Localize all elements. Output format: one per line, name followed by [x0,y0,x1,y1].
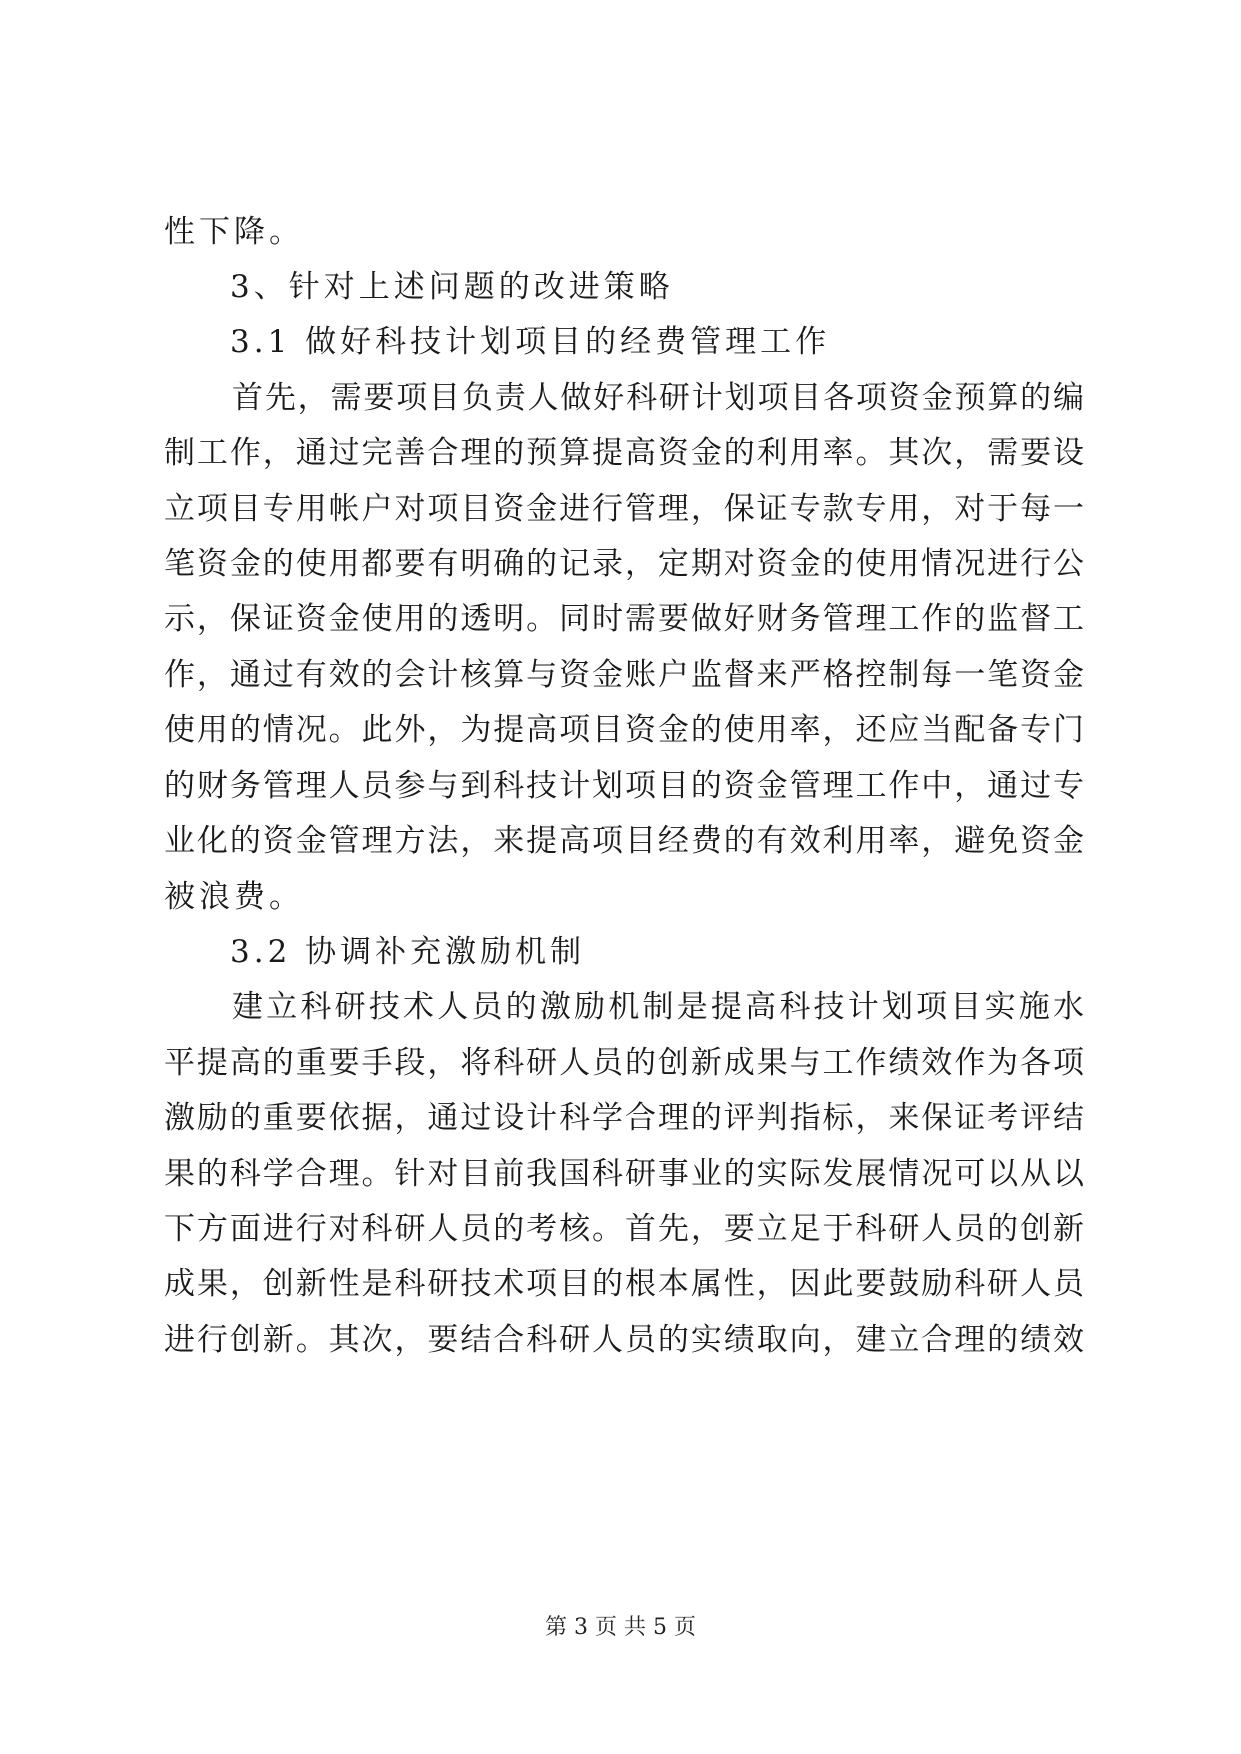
paragraph-line: 立项目专用帐户对项目资金进行管理，保证专款专用，对于每一 [164,491,1084,527]
paragraph-line: 进行创新。其次，要结合科研人员的实绩取向，建立合理的绩效 [164,1322,1084,1358]
paragraph-line: 果的科学合理。针对目前我国科研事业的实际发展情况可以从以 [164,1156,1084,1192]
subsection-heading: 3.1 做好科技计划项目的经费管理工作 [230,324,831,360]
paragraph-line: 首先，需要项目负责人做好科研计划项目各项资金预算的编 [232,380,1084,416]
paragraph-line: 建立科研技术人员的激励机制是提高科技计划项目实施水 [232,989,1084,1025]
paragraph-line: 业化的资金管理方法，来提高项目经费的有效利用率，避免资金 [164,823,1084,859]
paragraph-line: 使用的情况。此外，为提高项目资金的使用率，还应当配备专门 [164,712,1084,748]
text-line: 性下降。 [164,214,304,250]
paragraph-line: 示，保证资金使用的透明。同时需要做好财务管理工作的监督工 [164,601,1084,637]
page-footer: 第 3 页 共 5 页 [545,1615,696,1640]
paragraph-line: 作，通过有效的会计核算与资金账户监督来严格控制每一笔资金 [164,657,1084,693]
paragraph-line: 下方面进行对科研人员的考核。首先，要立足于科研人员的创新 [164,1211,1084,1247]
paragraph-line: 被浪费。 [164,879,304,915]
subsection-heading: 3.2 协调补充激励机制 [230,934,586,970]
paragraph-line: 平提高的重要手段，将科研人员的创新成果与工作绩效作为各项 [164,1045,1084,1081]
paragraph-line: 笔资金的使用都要有明确的记录，定期对资金的使用情况进行公 [164,546,1084,582]
paragraph-line: 激励的重要依据，通过设计科学合理的评判指标，来保证考评结 [164,1100,1084,1136]
section-heading: 3、针对上述问题的改进策略 [230,269,674,305]
paragraph-line: 制工作，通过完善合理的预算提高资金的利用率。其次，需要设 [164,435,1084,471]
paragraph-line: 成果，创新性是科研技术项目的根本属性，因此要鼓励科研人员 [164,1266,1084,1302]
paragraph-line: 的财务管理人员参与到科技计划项目的资金管理工作中，通过专 [164,768,1084,804]
